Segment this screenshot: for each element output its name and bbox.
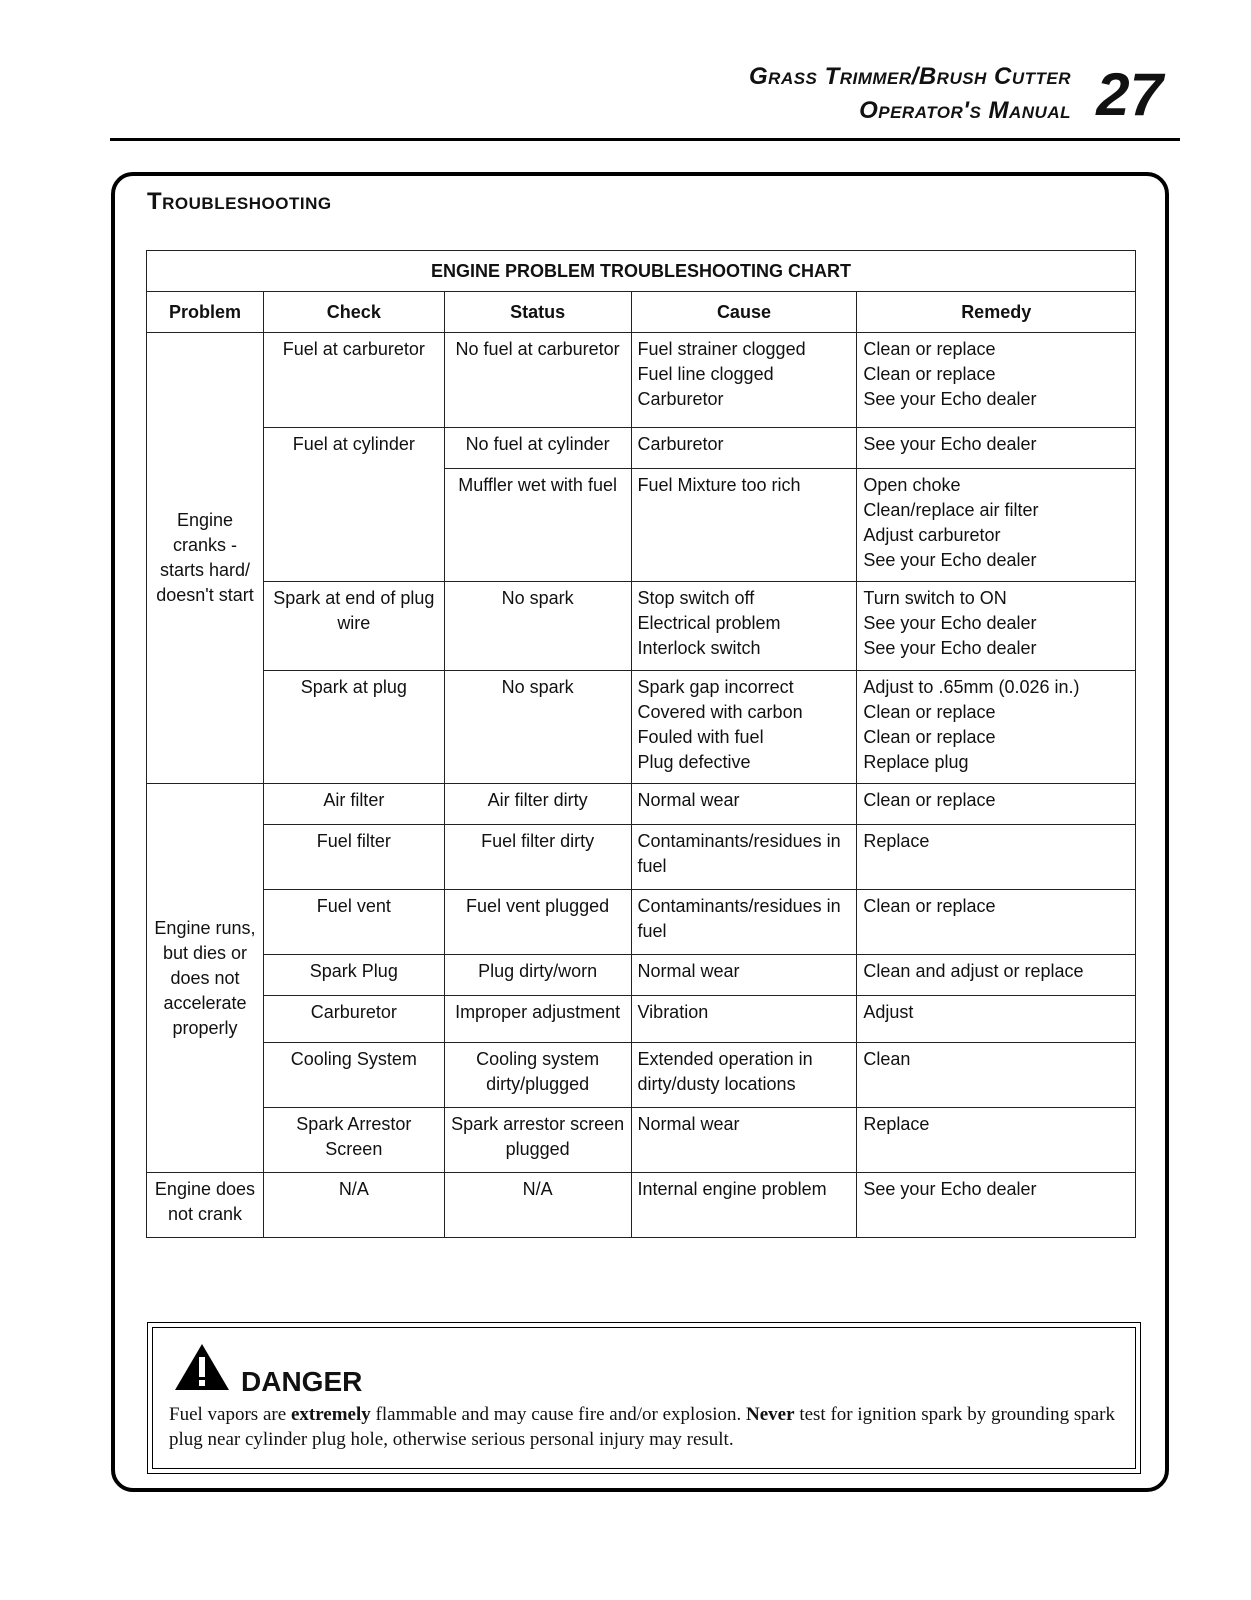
table-row bbox=[147, 428, 1136, 469]
status-cell: Spark arrestor screen plugged bbox=[444, 1108, 631, 1173]
cause-cell: Normal wear bbox=[631, 1108, 857, 1173]
remedy-cell: Adjust bbox=[857, 996, 1136, 1043]
table-row bbox=[147, 671, 1136, 784]
check-cell: Spark Arrestor Screen bbox=[263, 1108, 444, 1173]
table-row bbox=[147, 890, 1136, 955]
status-cell: No spark bbox=[444, 671, 631, 784]
table-row bbox=[147, 1043, 1136, 1108]
remedy-cell: Clean and adjust or replace bbox=[857, 955, 1136, 996]
danger-notice-inner bbox=[152, 1327, 1136, 1469]
column-header-problem: Problem bbox=[147, 292, 264, 333]
cause-cell: Internal engine problem bbox=[631, 1173, 857, 1238]
status-cell: N/A bbox=[444, 1173, 631, 1238]
table-header-row bbox=[147, 292, 1136, 333]
danger-text: Fuel vapors are extremely flammable and may cause fire and/or explosion. Never test for ignition spark by grounding spark plug near cylinder plug hole, otherwise serious personal injury may result. bbox=[169, 1404, 1115, 1450]
cause-cell: Contaminants/residues in fuel bbox=[631, 890, 857, 955]
remedy-cell: Clean or replace Clean or replace See your Echo dealer bbox=[857, 333, 1136, 428]
status-cell: No fuel at cylinder bbox=[444, 428, 631, 469]
table-row bbox=[147, 825, 1136, 890]
table-caption: ENGINE PROBLEM TROUBLESHOOTING CHART bbox=[147, 251, 1136, 292]
remedy-cell: Adjust to .65mm (0.026 in.) Clean or replace Clean or replace Replace plug bbox=[857, 671, 1136, 784]
cause-cell: Spark gap incorrect Covered with carbon Fouled with fuel Plug defective bbox=[631, 671, 857, 784]
table-row bbox=[147, 996, 1136, 1043]
section-title: Troubleshooting bbox=[147, 188, 332, 215]
danger-title: DANGER bbox=[241, 1366, 363, 1397]
table-row bbox=[147, 333, 1136, 428]
cause-cell: Extended operation in dirty/dusty locations bbox=[631, 1043, 857, 1108]
page-number: 27 bbox=[1096, 61, 1163, 128]
remedy-cell: Clean bbox=[857, 1043, 1136, 1108]
problem-cell: Engine cranks - starts hard/ doesn't start bbox=[147, 333, 264, 784]
cause-cell: Carburetor bbox=[631, 428, 857, 469]
check-cell: Fuel vent bbox=[263, 890, 444, 955]
column-header-remedy: Remedy bbox=[857, 292, 1136, 333]
check-cell: Spark at end of plug wire bbox=[263, 582, 444, 671]
status-cell: Fuel vent plugged bbox=[444, 890, 631, 955]
status-cell: No fuel at carburetor bbox=[444, 333, 631, 428]
column-header-cause: Cause bbox=[631, 292, 857, 333]
cause-cell: Vibration bbox=[631, 996, 857, 1043]
table-row bbox=[147, 955, 1136, 996]
check-cell: Fuel at carburetor bbox=[263, 333, 444, 428]
check-cell: Fuel filter bbox=[263, 825, 444, 890]
column-header-status: Status bbox=[444, 292, 631, 333]
problem-cell: Engine runs, but dies or does not accelerate properly bbox=[147, 784, 264, 1173]
remedy-cell: Clean or replace bbox=[857, 890, 1136, 955]
warning-triangle-icon bbox=[173, 1342, 231, 1392]
table-row bbox=[147, 1108, 1136, 1173]
remedy-cell: Replace bbox=[857, 825, 1136, 890]
danger-notice bbox=[147, 1322, 1141, 1474]
cause-cell: Fuel strainer clogged Fuel line clogged Carburetor bbox=[631, 333, 857, 428]
check-cell: Cooling System bbox=[263, 1043, 444, 1108]
remedy-cell: See your Echo dealer bbox=[857, 1173, 1136, 1238]
table-row bbox=[147, 1173, 1136, 1238]
check-cell: Carburetor bbox=[263, 996, 444, 1043]
cause-cell: Normal wear bbox=[631, 784, 857, 825]
status-cell: No spark bbox=[444, 582, 631, 671]
check-cell: Spark at plug bbox=[263, 671, 444, 784]
cause-cell: Fuel Mixture too rich bbox=[631, 469, 857, 582]
status-cell: Air filter dirty bbox=[444, 784, 631, 825]
cause-cell: Contaminants/residues in fuel bbox=[631, 825, 857, 890]
header-divider bbox=[110, 138, 1180, 141]
manual-title-line2: Operator's Manual bbox=[859, 97, 1071, 124]
cause-cell: Normal wear bbox=[631, 955, 857, 996]
troubleshooting-table bbox=[146, 250, 1136, 1238]
manual-title-line1: Grass Trimmer/Brush Cutter bbox=[749, 63, 1071, 90]
status-cell: Cooling system dirty/plugged bbox=[444, 1043, 631, 1108]
column-header-check: Check bbox=[263, 292, 444, 333]
status-cell: Muffler wet with fuel bbox=[444, 469, 631, 582]
cause-cell: Stop switch off Electrical problem Interlock switch bbox=[631, 582, 857, 671]
remedy-cell: Replace bbox=[857, 1108, 1136, 1173]
remedy-cell: Clean or replace bbox=[857, 784, 1136, 825]
table-row bbox=[147, 582, 1136, 671]
problem-cell: Engine does not crank bbox=[147, 1173, 264, 1238]
status-cell: Improper adjustment bbox=[444, 996, 631, 1043]
remedy-cell: Turn switch to ON See your Echo dealer See your Echo dealer bbox=[857, 582, 1136, 671]
check-cell: N/A bbox=[263, 1173, 444, 1238]
check-cell: Fuel at cylinder bbox=[263, 428, 444, 582]
status-cell: Fuel filter dirty bbox=[444, 825, 631, 890]
status-cell: Plug dirty/worn bbox=[444, 955, 631, 996]
remedy-cell: Open choke Clean/replace air filter Adjust carburetor See your Echo dealer bbox=[857, 469, 1136, 582]
manual-title bbox=[749, 60, 1071, 128]
check-cell: Spark Plug bbox=[263, 955, 444, 996]
check-cell: Air filter bbox=[263, 784, 444, 825]
table-row bbox=[147, 784, 1136, 825]
remedy-cell: See your Echo dealer bbox=[857, 428, 1136, 469]
